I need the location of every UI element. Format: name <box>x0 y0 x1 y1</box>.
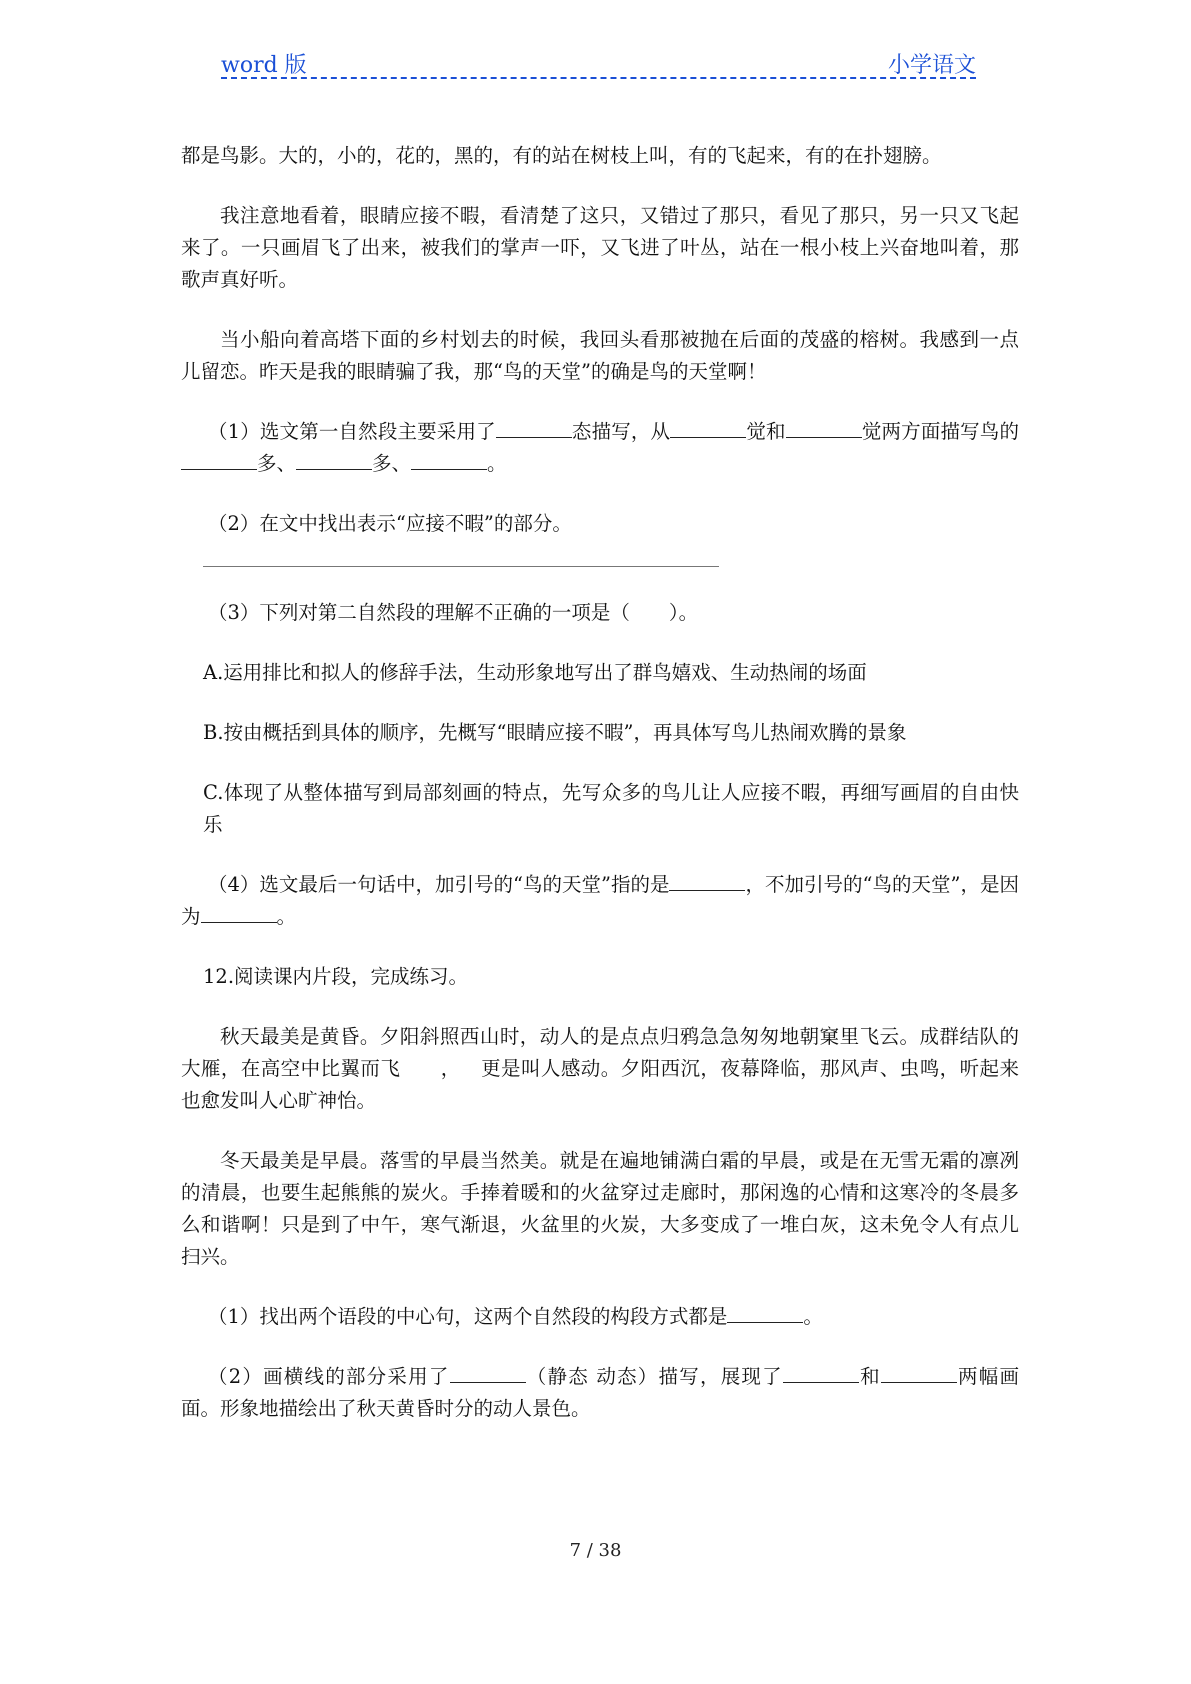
answer-blank[interactable] <box>496 417 572 438</box>
answer-blank[interactable] <box>181 449 257 470</box>
question-text: ，不加引号的“鸟的天堂”，是因为 <box>181 873 1019 928</box>
answer-blank[interactable] <box>296 449 372 470</box>
question-text: 觉和 <box>746 420 786 443</box>
answer-blank[interactable] <box>786 417 862 438</box>
passage-paragraph: 冬天最美是早晨。落雪的早晨当然美。就是在遍地铺满白霜的早晨，或是在无雪无霜的凛冽的清晨，也要生起熊熊的炭火。手捧着暖和的火盆穿过走廊时，那闲逸的心情和这寒冷的冬晨多么和谐啊！只是到了中午，寒气渐退，火盆里的火炭，大多变成了一堆白灰，这未免令人有点儿扫兴。 <box>181 1149 1019 1268</box>
paragraph-text: 更是叫人感动。夕阳西沉，夜幕降临，那风声、虫鸣，听起来也愈发叫人心旷神怡。 <box>181 1057 1019 1112</box>
question-12-2 <box>181 1361 1019 1425</box>
question-text: 和 <box>858 1365 881 1388</box>
page-header <box>221 44 976 80</box>
header-right-label: 小学语文 <box>887 53 976 78</box>
option-a[interactable]: A.运用排比和拟人的修辞手法，生动形象地写出了群鸟嬉戏、生动热闹的场面 <box>203 661 867 684</box>
answer-blank[interactable] <box>727 1302 803 1323</box>
answer-blank[interactable] <box>783 1362 859 1383</box>
question-4 <box>181 869 1019 933</box>
passage-paragraph <box>181 1021 1019 1117</box>
question-text: （2）画横线的部分采用了 <box>208 1365 450 1388</box>
question-text: 多、 <box>257 452 297 475</box>
question-2: （2）在文中找出表示“应接不暇”的部分。 <box>208 512 572 535</box>
question-text: 态描写，从 <box>571 420 671 443</box>
option-c[interactable]: C.体现了从整体描写到局部刻画的特点，先写众多的鸟儿让人应接不暇，再细写画眉的自由快乐 <box>203 781 1019 836</box>
question-12-1 <box>181 1301 1019 1333</box>
header-left-label: word 版 <box>221 53 307 78</box>
header-dashed-rule <box>221 77 976 79</box>
question-text: （1）选文第一自然段主要采用了 <box>208 420 496 443</box>
answer-blank[interactable] <box>411 449 487 470</box>
answer-blank[interactable] <box>669 870 745 891</box>
passage-paragraph: 都是鸟影。大的，小的，花的，黑的，有的站在树枝上叫，有的飞起来，有的在扑翅膀。 <box>181 144 942 167</box>
question-text: 觉两方面描写鸟的 <box>861 420 1019 443</box>
question-3: （3）下列对第二自然段的理解不正确的一项是（ ）。 <box>208 601 699 624</box>
answer-blank[interactable] <box>201 902 277 923</box>
document-body <box>181 140 1019 1453</box>
passage-paragraph: 当小船向着高塔下面的乡村划去的时候，我回头看那被抛在后面的茂盛的榕树。我感到一点儿留恋。昨天是我的眼睛骗了我，那“鸟的天堂”的确是鸟的天堂啊！ <box>181 328 1019 383</box>
passage-paragraph: 我注意地看着，眼睛应接不暇，看清楚了这只，又错过了那只，看见了那只，另一只又飞起来了。一只画眉飞了出来，被我们的掌声一吓，又飞进了叶丛，站在一根小枝上兴奋地叫着，那歌声真好听。 <box>181 204 1019 291</box>
paragraph-text: 秋天最美是黄昏。夕阳斜照西山时，动人的是点点归鸦急急匆匆地朝窠里飞云。成群结队的大雁，在高空中比翼而飞 <box>181 1025 1019 1080</box>
answer-blank[interactable] <box>450 1362 526 1383</box>
section-12-title: 12.阅读课内片段，完成练习。 <box>203 965 469 988</box>
question-text: 。 <box>803 1305 823 1328</box>
answer-line[interactable] <box>203 566 719 567</box>
question-text: （静态 动态）描写，展现了 <box>525 1365 783 1388</box>
question-text: （1）找出两个语段的中心句，这两个自然段的构段方式都是 <box>208 1305 728 1328</box>
answer-blank[interactable] <box>881 1362 957 1383</box>
question-text: （4）选文最后一句话中，加引号的“鸟的天堂”指的是 <box>208 873 670 896</box>
paragraph-text: ， <box>440 1057 461 1080</box>
page-number: 7 / 38 <box>569 1540 622 1561</box>
question-text: 。 <box>276 905 297 928</box>
question-text: 多、 <box>372 452 412 475</box>
question-1 <box>181 416 1019 480</box>
question-text: 。 <box>487 452 507 475</box>
option-b[interactable]: B.按由概括到具体的顺序，先概写“眼睛应接不暇”，再具体写鸟儿热闹欢腾的景象 <box>203 721 907 744</box>
answer-blank[interactable] <box>670 417 746 438</box>
question-text: 两幅画面。形象地描绘出了秋天黄昏时分的动人景色。 <box>181 1365 1019 1420</box>
